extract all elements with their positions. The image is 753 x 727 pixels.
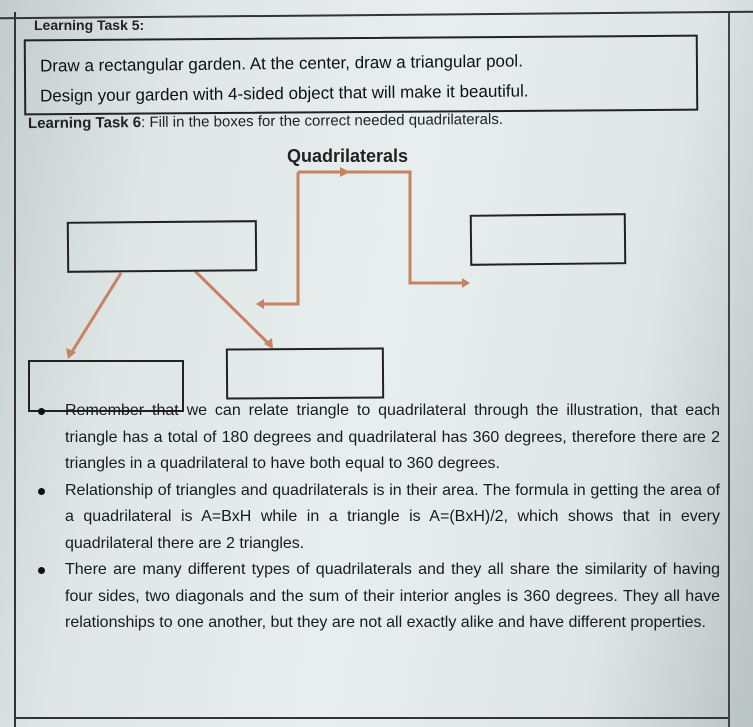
answer-box-bottom-middle[interactable] <box>226 347 384 399</box>
bullet-icon <box>38 488 45 495</box>
answer-box-right-top[interactable] <box>470 213 627 266</box>
note-item <box>30 478 720 558</box>
task5-line-2: Design your garden with 4-sided object that will make it beautiful. <box>39 81 529 106</box>
bottom-border <box>14 717 728 719</box>
notes-list <box>30 398 720 637</box>
note-text: Relationship of triangles and quadrilaterals is in their area. The formula in getting the area of a quadrilateral is A=BxH while in a triangle is A=(BxH)/2, which shows that in every quadrilateral there are 2 triangles. <box>65 481 720 552</box>
bullet-icon <box>38 408 45 415</box>
arrowhead-left-icon <box>256 299 264 309</box>
note-item <box>30 398 720 478</box>
diagram-title: Quadrilaterals <box>287 146 409 166</box>
task5-title: Learning Task 5: <box>34 17 145 33</box>
note-text: Remember that we can relate triangle to quadrilateral through the illustration, that each triangle has a total of 180 degrees and quadrilateral has 360 degrees, therefore there are 2 triangles in a quadrilateral to have both equal to 360 degrees. <box>65 402 720 472</box>
arrowhead-right-icon <box>462 278 470 288</box>
note-item <box>30 557 720 637</box>
task6-label: Learning Task 6 <box>27 114 142 133</box>
answer-box-left-top[interactable] <box>67 220 257 273</box>
task5-line-1: Draw a rectangular garden. At the center, draw a triangular pool. <box>39 51 523 76</box>
arrowhead-top-icon <box>340 167 350 177</box>
note-text: There are many different types of quadrilaterals and they all share the similarity of having four sides, two diagonals and the sum of their interior angles is 360 degrees. They all have relationships to one another, but they are not all exactly alike and have different properties. <box>65 561 720 631</box>
task6-instruction: : Fill in the boxes for the correct needed quadrilaterals. <box>141 110 504 132</box>
bullet-icon <box>38 567 45 574</box>
